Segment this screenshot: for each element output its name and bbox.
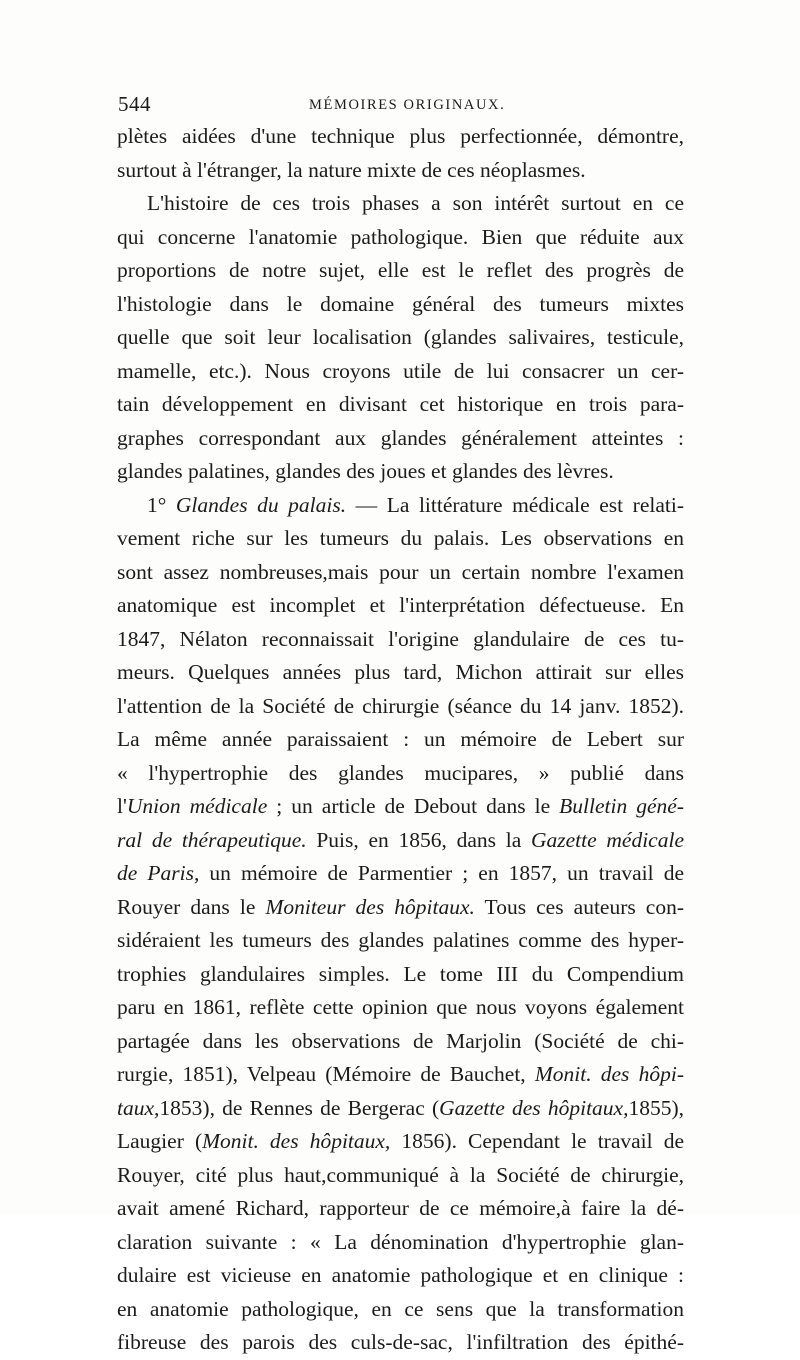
body-text xyxy=(117,120,684,1360)
text-line: surtout à l'étranger, la nature mixte de ces néoplasmes. xyxy=(117,157,586,182)
text-line: dulaire est vicieuse en anatomie pathologique et en clinique : xyxy=(117,1263,684,1287)
text-line: plètes aidées d'une technique plus perfectionnée, démontre, xyxy=(117,124,684,148)
text-line: graphes correspondant aux glandes généralement atteintes : xyxy=(117,425,684,450)
text-line: Rouyer dans le Moniteur des hôpitaux. Tous ces auteurs con- xyxy=(117,894,685,919)
text-line: fibreuse des parois des culs-de-sac, l'infiltration des épithé- xyxy=(117,1330,684,1354)
section-heading: Glandes du palais. xyxy=(175,492,347,517)
text-line: Laugier (Monit. des hôpitaux, 1856). Cependant le travail de xyxy=(117,1129,684,1153)
text-line: « l'hypertrophie des glandes mucipares, » publié dans xyxy=(117,760,684,785)
text-line: paru en 1861, reflète cette opinion que nous voyons également xyxy=(117,995,684,1019)
text-line: mamelle, etc.). Nous croyons utile de lui consacrer un cer- xyxy=(117,358,684,383)
text-line: trophies glandulaires simples. Le tome III du Compendium xyxy=(117,961,684,986)
text-line: en anatomie pathologique, en ce sens que la transformation xyxy=(117,1296,684,1321)
text-line: claration suivante : « La dénomination d'hypertrophie glan- xyxy=(117,1229,684,1254)
text-line: avait amené Richard, rapporteur de ce mémoire,à faire la dé- xyxy=(117,1196,684,1220)
text-line: Rouyer, cité plus haut,communiqué à la Société de chirurgie, xyxy=(117,1162,684,1187)
text-line: l'attention de la Société de chirurgie (séance du 14 janv. 1852). xyxy=(117,693,684,718)
text-line: glandes palatines, glandes des joues et glandes des lèvres. xyxy=(117,459,614,483)
text-line: qui concerne l'anatomie pathologique. Bien que réduite aux xyxy=(117,224,684,249)
text-line: anatomique est incomplet et l'interprétation défectueuse. En xyxy=(117,593,684,617)
running-head-title: MÉMOIRES ORIGINAUX. xyxy=(309,97,506,113)
text-line: sidéraient les tumeurs des glandes palatines comme des hyper- xyxy=(117,928,684,952)
text-line: vement riche sur les tumeurs du palais. Les observations en xyxy=(117,526,684,550)
text-line: sont assez nombreuses,mais pour un certain nombre l'examen xyxy=(117,559,684,584)
text-line: taux,1853), de Rennes de Bergerac (Gazette des hôpitaux,1855), xyxy=(117,1095,685,1120)
text-line: meurs. Quelques années plus tard, Michon attirait sur elles xyxy=(117,660,684,684)
text-line: ral de thérapeutique. Puis, en 1856, dans la Gazette médicale xyxy=(117,827,684,852)
text-line: tain développement en divisant cet historique en trois para- xyxy=(117,392,684,416)
text-line: partagée dans les observations de Marjolin (Société de chi- xyxy=(117,1028,684,1053)
text-line: proportions de notre sujet, elle est le reflet des progrès de xyxy=(117,258,684,282)
text-line: l'Union médicale ; un article de Debout dans le Bulletin géné- xyxy=(117,794,684,818)
text-line: La même année paraissaient : un mémoire de Lebert sur xyxy=(117,727,684,751)
text-line: quelle que soit leur localisation (glandes salivaires, testicule, xyxy=(117,325,684,349)
text-line: rurgie, 1851), Velpeau (Mémoire de Bauchet, Monit. des hôpi- xyxy=(117,1062,684,1086)
running-head xyxy=(118,92,688,120)
paragraph-first-line: L'histoire de ces trois phases a son intérêt surtout en ce xyxy=(147,191,684,215)
text-line: l'histologie dans le domaine général des tumeurs mixtes xyxy=(117,291,684,316)
text-line: 1847, Nélaton reconnaissait l'origine glandulaire de ces tu- xyxy=(117,626,684,651)
section-heading-line: 1° Glandes du palais. — La littérature médicale est relati- xyxy=(147,492,684,517)
page-number: 544 xyxy=(118,92,151,116)
text-line: de Paris, un mémoire de Parmentier ; en 1857, un travail de xyxy=(117,861,684,885)
